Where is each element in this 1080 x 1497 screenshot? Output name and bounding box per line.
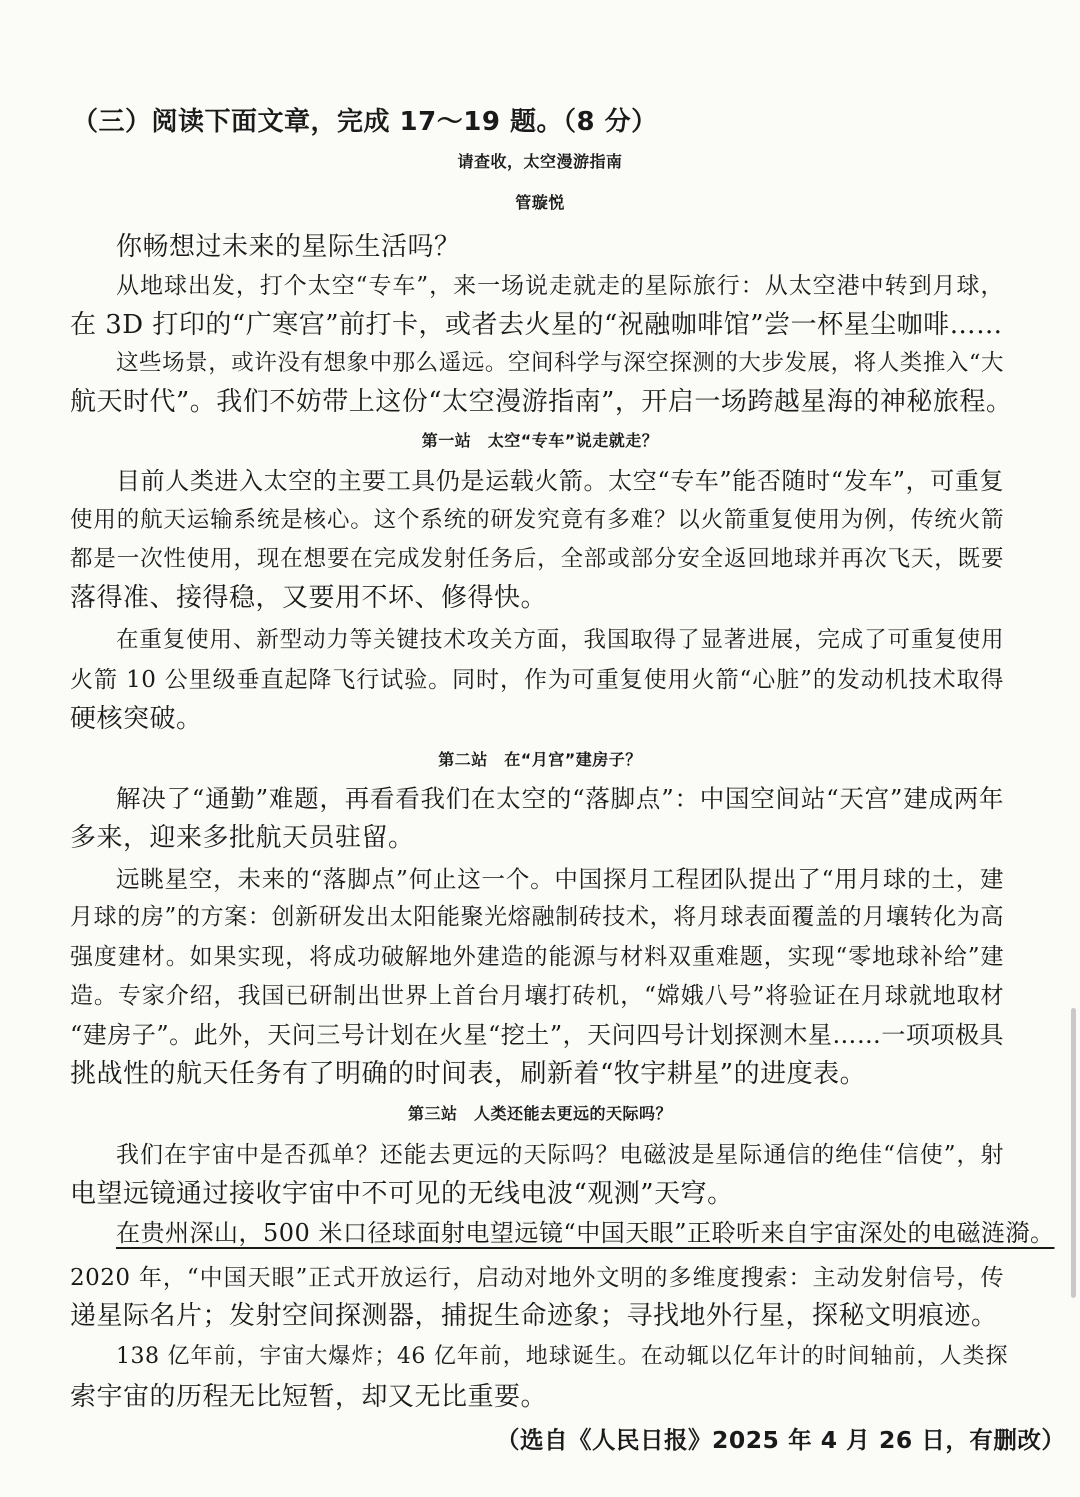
section-heading-3: 第三站 人类还能去更远的天际吗？: [407, 1104, 672, 1123]
paragraph-line: 从地球出发，打个太空“专车”，来一场说走就走的星际旅行：从太空港中转到月球，: [116, 273, 1004, 299]
paragraph-line: 递星际名片；发射空间探测器，捕捉生命迹象；寻找地外行星，探秘文明痕迹。: [70, 1301, 998, 1331]
paragraph-line: 电望远镜通过接收宇宙中不可见的无线电波“观测”天穹。: [70, 1179, 734, 1209]
article-title: 请查收，太空漫游指南: [457, 152, 623, 171]
paragraph-line: 多来，迎来多批航天员驻留。: [70, 823, 415, 853]
paragraph-line: 月球的房”的方案：创新研发出太阳能聚光熔融制砖技术，将月球表面覆盖的月壤转化为高: [70, 904, 1004, 930]
paragraph-line: 我们在宇宙中是否孤单？还能去更远的天际吗？电磁波是星际通信的绝佳“信使”，射: [116, 1142, 1004, 1168]
article-author: 管璇悦: [515, 193, 565, 212]
paragraph-line: 在 3D 打印的“广寒宫”前打卡，或者去火星的“祝融咖啡馆”尝一杯星尘咖啡……: [70, 310, 1003, 340]
paragraph-line: 落得准、接得稳，又要用不坏、修得快。: [70, 583, 548, 613]
paragraph-line: 硬核突破。: [70, 704, 203, 734]
paragraph-line: 造。专家介绍，我国已研制出世界上首台月壤打砖机，“嫦娥八号”将验证在月球就地取材: [70, 983, 1004, 1009]
paragraph-line: 强度建材。如果实现，将成功破解地外建造的能源与材料双重难题，实现“零地球补给”建: [70, 944, 1004, 970]
paragraph-line: 138 亿年前，宇宙大爆炸；46 亿年前，地球诞生。在动辄以亿年计的时间轴前，人类探: [116, 1344, 1008, 1369]
paragraph-line: 火箭 10 公里级垂直起降飞行试验。同时，作为可重复使用火箭“心脏”的发动机技术取得: [70, 667, 1004, 693]
paragraph-line: 挑战性的航天任务有了明确的时间表，刷新着“牧宇耕星”的进度表。: [70, 1059, 867, 1089]
question-intro: （三）阅读下面文章，完成 17～19 题。（8 分）: [72, 107, 658, 137]
paragraph-line: 2020 年，“中国天眼”正式开放运行，启动对地外文明的多维度搜索：主动发射信号，传: [70, 1265, 1004, 1291]
paragraph-line: 航天时代”。我们不妨带上这份“太空漫游指南”，开启一场跨越星海的神秘旅程。: [70, 387, 1013, 417]
section-heading-2: 第二站 在“月宫”建房子？: [438, 750, 642, 769]
section-heading-1: 第一站 太空“专车”说走就走？: [421, 431, 659, 450]
paragraph-line: 在重复使用、新型动力等关键技术攻关方面，我国取得了显著进展，完成了可重复使用: [116, 627, 1004, 653]
paragraph-line: 这些场景，或许没有想象中那么遥远。空间科学与深空探测的大步发展，将人类推入“大: [116, 350, 1004, 376]
paragraph-line: 使用的航天运输系统是核心。这个系统的研发究竟有多难？以火箭重复使用为例，传统火箭: [70, 507, 1004, 533]
underlined-sentence: 在贵州深山，500 米口径球面射电望远镜“中国天眼”正聆听来自宇宙深处的电磁涟漪。: [116, 1219, 1055, 1247]
paragraph-line: 索宇宙的历程无比短暂，却又无比重要。: [70, 1382, 548, 1412]
paragraph-line: 都是一次性使用，现在想要在完成发射任务后，全部或部分安全返回地球并再次飞天，既要: [70, 546, 1004, 572]
source-citation: （选自《人民日报》2025 年 4 月 26 日，有删改）: [496, 1426, 1066, 1454]
scrollbar[interactable]: [1071, 1008, 1076, 1298]
paragraph-line: 你畅想过未来的星际生活吗？: [116, 232, 461, 262]
paragraph-line: “建房子”。此外，天问三号计划在火星“挖土”，天问四号计划探测木星……一项项极具: [70, 1021, 1004, 1049]
paragraph-line: 远眺星空，未来的“落脚点”何止这一个。中国探月工程团队提出了“用月球的土，建: [116, 865, 1004, 893]
paragraph-line: 解决了“通勤”难题，再看看我们在太空的“落脚点”：中国空间站“天宫”建成两年: [116, 784, 1004, 813]
paragraph-line: 目前人类进入太空的主要工具仍是运载火箭。太空“专车”能否随时“发车”，可重复: [116, 467, 1004, 495]
